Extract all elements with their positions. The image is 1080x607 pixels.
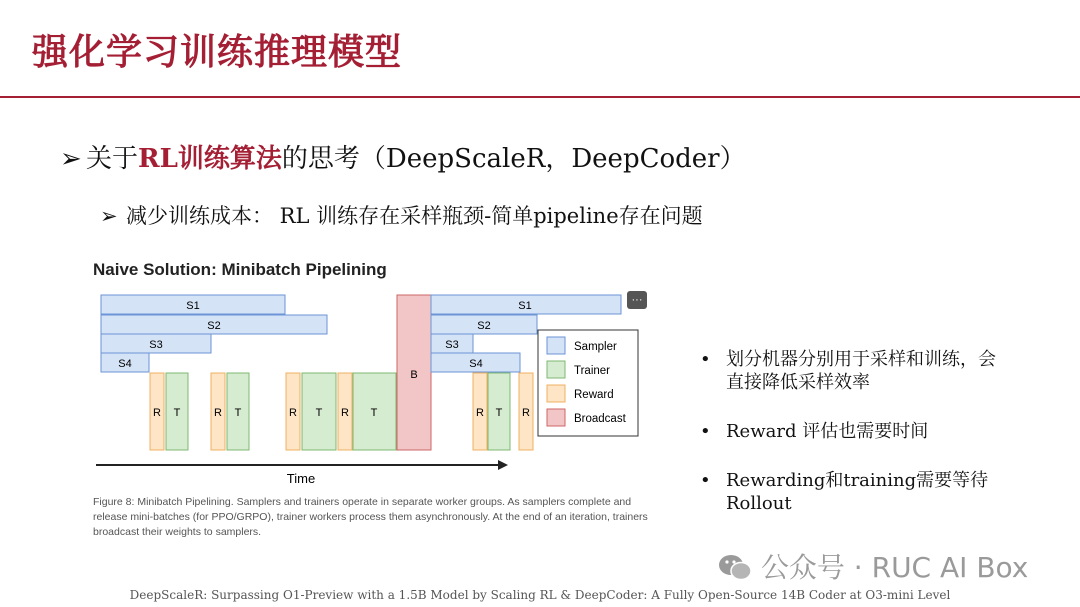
legend-broadcast: Broadcast <box>574 413 626 425</box>
sampler-label: S1 <box>518 300 532 312</box>
sampler-label: S3 <box>149 339 163 351</box>
sampler-blocks-left <box>101 295 327 372</box>
svg-text:···: ··· <box>631 294 643 306</box>
right-bullet-line: Reward 评估也需要时间 <box>726 421 929 442</box>
right-bullet-3 <box>700 469 988 515</box>
legend-trainer: Trainer <box>574 365 610 377</box>
svg-text:T: T <box>315 407 323 419</box>
bullet-level2 <box>100 200 703 230</box>
time-axis-label: Time <box>286 471 316 485</box>
more-options-icon[interactable] <box>627 291 647 309</box>
svg-text:R: R <box>214 407 222 419</box>
svg-text:R: R <box>289 407 297 419</box>
svg-text:R: R <box>476 407 484 419</box>
right-bullet-line: 划分机器分别用于采样和训练，会 <box>726 349 996 370</box>
sampler-label: S2 <box>207 320 221 332</box>
sampler-label: S1 <box>186 300 200 312</box>
reward-trainer-blocks-right <box>473 373 533 450</box>
svg-text:T: T <box>173 407 181 419</box>
figure-title: Naive Solution: Minibatch Pipelining <box>93 260 387 279</box>
arrow-bullet-icon: ➢ <box>60 144 82 174</box>
bullet2-text: 减少训练成本： RL 训练存在采样瓶颈-简单pipeline存在问题 <box>126 204 703 228</box>
arrow-bullet-icon: ➢ <box>100 204 118 228</box>
legend-reward: Reward <box>574 389 614 401</box>
sampler-label: S2 <box>477 320 491 332</box>
bullet-level1 <box>60 138 746 175</box>
pipeline-diagram <box>88 285 663 485</box>
svg-text:B: B <box>410 369 418 381</box>
sampler-label: S3 <box>445 339 459 351</box>
bullet-dot-icon: • <box>700 349 711 370</box>
svg-text:R: R <box>153 407 161 419</box>
right-bullet-line: 直接降低采样效率 <box>726 372 870 393</box>
right-bullet-2 <box>700 420 928 443</box>
svg-text:R: R <box>522 407 530 419</box>
sampler-label: S4 <box>469 358 483 370</box>
slide-title: 强化学习训练推理模型 <box>32 32 403 73</box>
bullet-dot-icon: • <box>700 470 711 491</box>
figure-caption: Figure 8: Minibatch Pipelining. Samplers and trainers operate in separate worker groups. As samplers complete and release mini-batches (for PPO/GRPO), trainer workers process them asynchronously. At the end of an iteration, trainers broadcast their weights to samplers. <box>93 496 648 538</box>
svg-text:T: T <box>370 407 378 419</box>
footer-reference: DeepScaleR: Surpassing O1-Preview with a 1.5B Model by Scaling RL & DeepCoder: A Fully Open-Source 14B Coder at O3-mini Level <box>129 588 951 602</box>
legend-sampler: Sampler <box>574 341 617 353</box>
bullet1-prefix: 关于 <box>86 144 139 174</box>
watermark-text: 公众号 · RUC AI Box <box>760 551 1029 584</box>
bullet1-suffix: 的思考（DeepScaleR，DeepCoder） <box>281 144 746 174</box>
svg-text:T: T <box>495 407 503 419</box>
svg-text:T: T <box>234 407 242 419</box>
reward-trainer-blocks-left <box>150 373 396 450</box>
sampler-label: S4 <box>118 358 132 370</box>
right-bullet-line: Rollout <box>726 493 792 514</box>
svg-text:R: R <box>341 407 349 419</box>
bullet1-highlight: RL训练算法 <box>138 144 282 174</box>
legend <box>538 330 638 436</box>
right-bullet-1 <box>700 348 996 394</box>
bullet-dot-icon: • <box>700 421 711 442</box>
time-axis <box>96 460 508 485</box>
broadcast-block <box>397 295 431 450</box>
title-divider <box>0 96 1080 98</box>
right-bullet-line: Rewarding和training需要等待 <box>726 470 989 491</box>
wechat-watermark <box>718 546 1028 586</box>
wechat-icon <box>718 553 752 581</box>
